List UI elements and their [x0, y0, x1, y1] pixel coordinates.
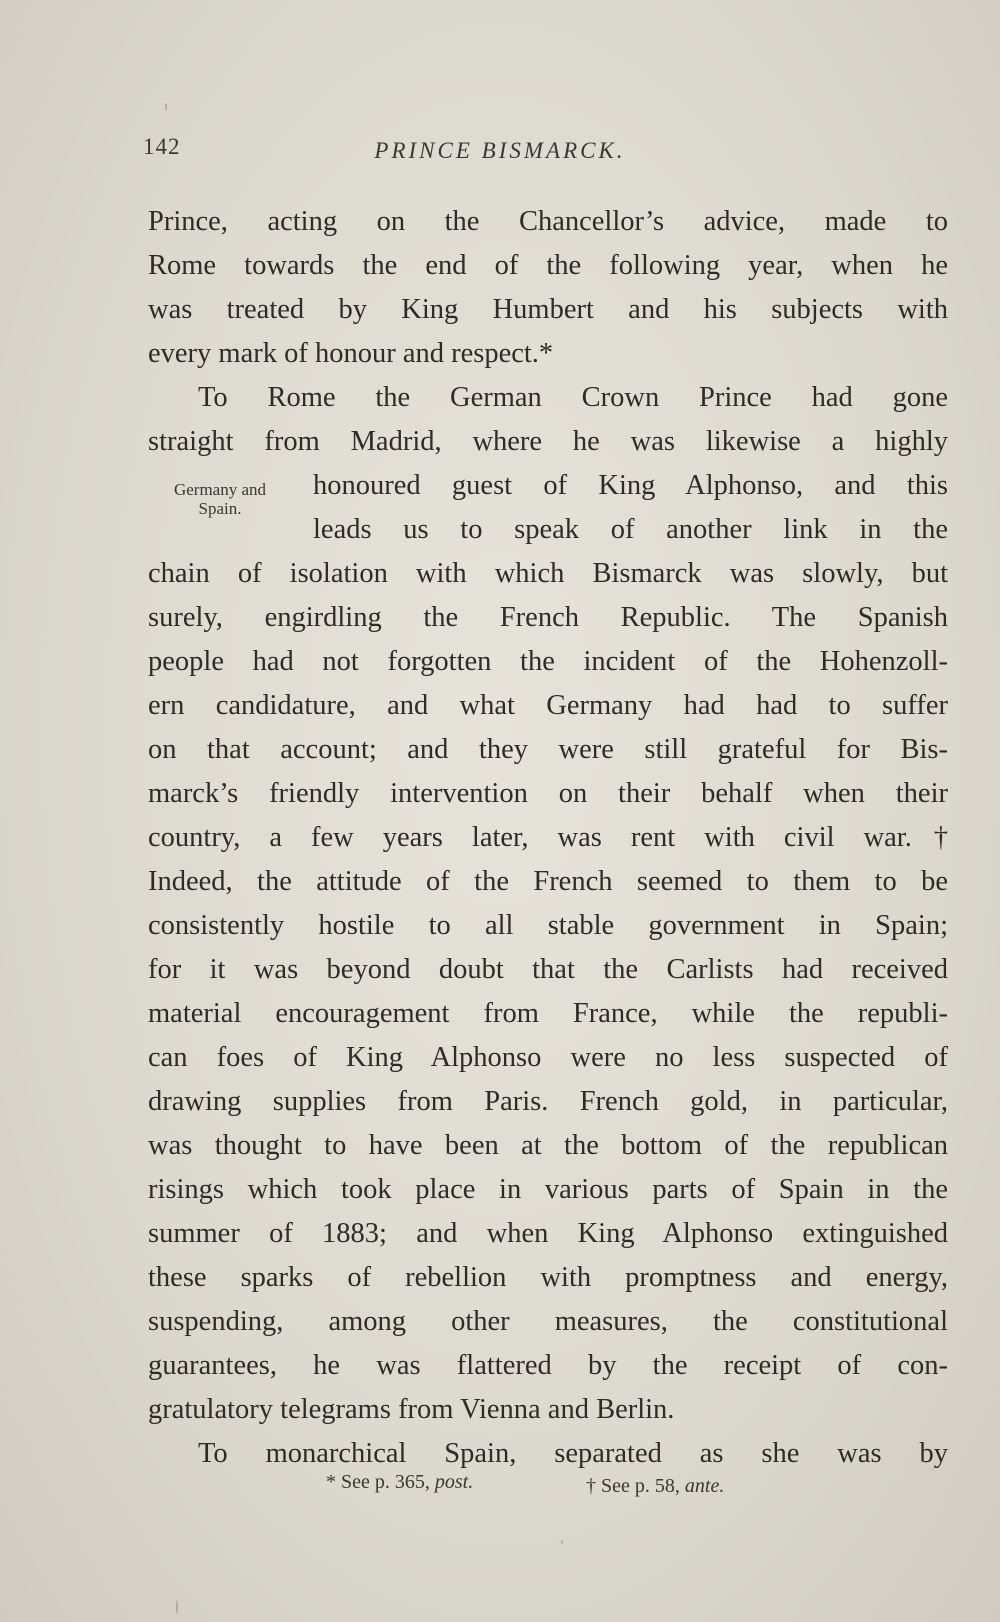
running-title: PRINCE BISMARCK. — [374, 138, 626, 163]
text-line: consistently hostile to all stable government in Spain; — [148, 910, 948, 941]
text-line: was thought to have been at the bottom of the republican — [148, 1130, 948, 1161]
text-line: for it was beyond doubt that the Carlists had received — [148, 954, 948, 985]
text-line: leads us to speak of another link in the — [313, 514, 948, 545]
footnote-1-ref: post. — [434, 1471, 474, 1493]
footnote-2-ref: ante. — [684, 1475, 725, 1497]
footnote-2 — [586, 1475, 724, 1498]
marginal-note-line-2: Spain. — [198, 499, 242, 518]
text-line: To monarchical Spain, separated as she was by — [198, 1438, 948, 1469]
page-number: 142 — [143, 134, 181, 159]
text-line: marck’s friendly intervention on their behalf when their — [148, 778, 948, 809]
text-line: material encouragement from France, while the republi- — [148, 998, 948, 1029]
text-line: guarantees, he was flattered by the receipt of con- — [148, 1350, 948, 1381]
text-line: suspending, among other measures, the constitutional — [148, 1306, 948, 1337]
text-line: these sparks of rebellion with promptness and energy, — [148, 1262, 948, 1293]
text-line: straight from Madrid, where he was likewise a highly — [148, 426, 948, 457]
text-line: summer of 1883; and when King Alphonso extinguished — [148, 1218, 948, 1249]
text-line: Prince, acting on the Chancellor’s advice, made to — [148, 206, 948, 237]
body-text — [148, 200, 948, 1476]
text-line: can foes of King Alphonso were no less suspected of — [148, 1042, 948, 1073]
paper-speck — [165, 103, 167, 111]
marginal-note-line-1: Germany and — [173, 480, 267, 499]
text-line: risings which took place in various parts of Spain in the — [148, 1174, 948, 1205]
text-line: on that account; and they were still grateful for Bis- — [148, 734, 948, 765]
text-line: surely, engirdling the French Republic. The Spanish — [148, 602, 948, 633]
text-line: gratulatory telegrams from Vienna and Berlin. — [148, 1394, 675, 1425]
paper-speck — [176, 1600, 178, 1614]
footnote-1-text: * See p. 365, — [326, 1471, 430, 1493]
text-line: country, a few years later, was rent with civil war.† — [148, 822, 948, 853]
text-line: Rome towards the end of the following year, when he — [148, 250, 948, 281]
text-line: every mark of honour and respect.* — [148, 338, 554, 369]
text-line: was treated by King Humbert and his subjects with — [148, 294, 948, 325]
text-line: Indeed, the attitude of the French seemed to them to be — [148, 866, 948, 897]
text-line: To Rome the German Crown Prince had gone — [198, 382, 948, 413]
footnote-1 — [326, 1471, 473, 1494]
footnote-2-text: † See p. 58, — [586, 1475, 680, 1497]
text-line: people had not forgotten the incident of the Hohenzoll- — [148, 646, 948, 677]
paper-speck — [561, 1540, 563, 1544]
text-line: chain of isolation with which Bismarck was slowly, but — [148, 558, 948, 589]
text-line: ern candidature, and what Germany had had to suffer — [148, 690, 948, 721]
text-line: honoured guest of King Alphonso, and this — [313, 470, 948, 501]
text-line: drawing supplies from Paris. French gold, in particular, — [148, 1086, 948, 1117]
